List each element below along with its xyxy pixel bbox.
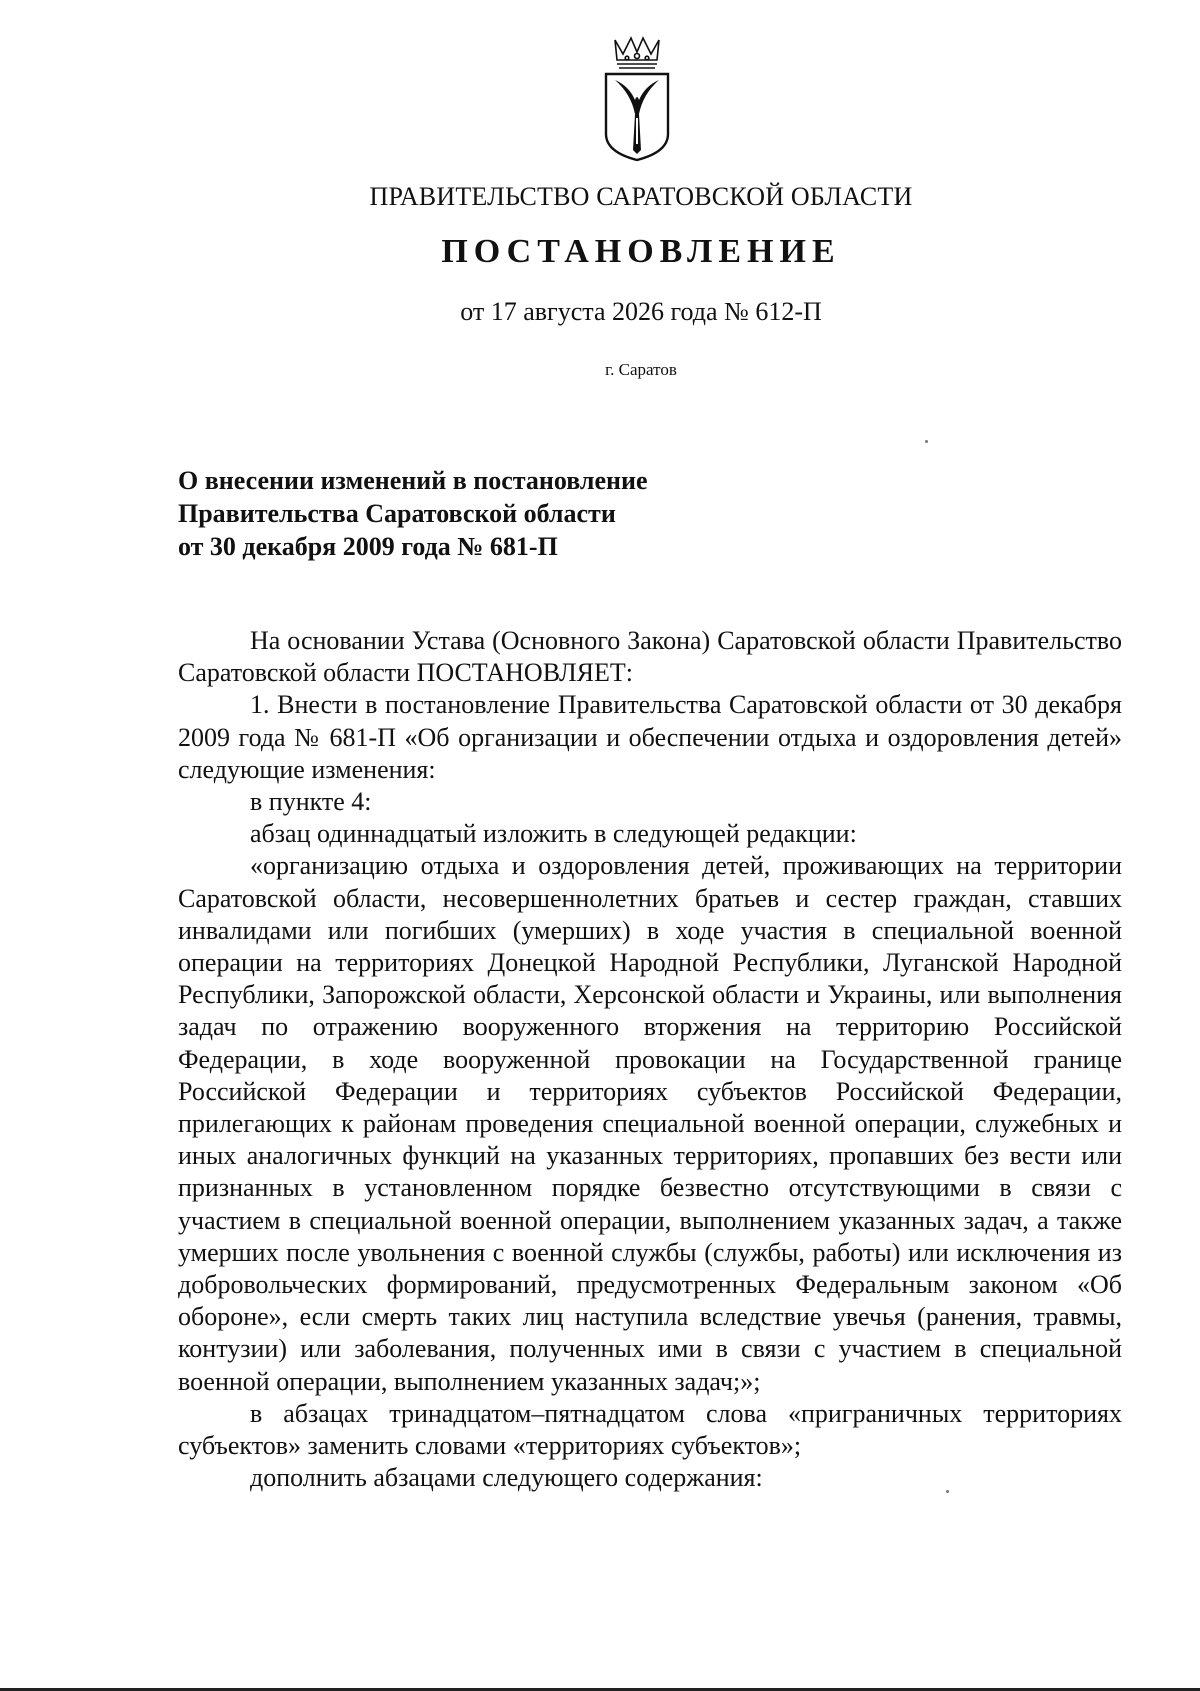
body-paragraph: На основании Устава (Основного Закона) Саратовской области Правительство Саратовской области ПОСТАНОВЛЯЕТ: — [178, 626, 1122, 688]
coat-of-arms-icon — [601, 34, 673, 162]
document-subject — [178, 464, 648, 563]
body-paragraph: в абзацах тринадцатом–пятнадцатом слова «приграничных территориях субъектов» заменить словами «территориях субъектов»; — [178, 1398, 1122, 1461]
document-body — [178, 625, 1122, 1494]
subject-line: О внесении изменений в постановление — [178, 466, 648, 495]
scan-speck — [925, 440, 928, 443]
document-city: г. Саратов — [605, 360, 677, 379]
government-name: ПРАВИТЕЛЬСТВО САРАТОВСКОЙ ОБЛАСТИ — [369, 182, 913, 211]
body-paragraph: в пункте 4: — [250, 787, 372, 817]
body-paragraph: «организацию отдыха и оздоровления детей, проживающих на территории Саратовской области, несовершеннолетних братьев и сестер граждан, ставших инвалидами или погибших (умерших) в ходе участия в специальной военной операции на территориях Донецкой Народной Республики, Луганской Народной Республики, Запорожской области, Херсонской области и Украины, или выполнения задач по отражению вооруженного вторжения на территорию Российской Федерации, в ходе вооруженной провокации на Государственной границе Российской Федерации и территориях субъектов Российской Федерации, прилегающих к районам проведения специальной военной операции, служебных и иных аналогичных функций на указанных территориях, пропавших без вести или признанных в установленном порядке безвестно отсутствующими в связи с участием в специальной военной операции, выполнением указанных задач, а также умерших после увольнения с военной службы (службы, работы) или исключения из добровольческих формирований, предусмотренных Федеральным законом «Об обороне», если смерть таких лиц наступила вследствие увечья (ранения, травмы, контузии) или заболевания, полученных ими в связи с участием в специальной военной операции, выполнением указанных задач;»; — [178, 851, 1122, 1396]
document-date-number: от 17 августа 2026 года № 612-П — [460, 297, 822, 326]
body-paragraph: дополнить абзацами следующего содержания: — [250, 1463, 763, 1493]
body-paragraph: абзац одиннадцатый изложить в следующей редакции: — [250, 819, 857, 849]
document-type: ПОСТАНОВЛЕНИЕ — [441, 233, 841, 270]
subject-line: Правительства Саратовской области — [178, 499, 616, 528]
body-paragraph: 1. Внести в постановление Правительства Саратовской области от 30 декабря 2009 года № 681-П «Об организации и обеспечении отдыха и оздоровления детей» следующие изменения: — [178, 690, 1122, 784]
subject-line: от 30 декабря 2009 года № 681-П — [178, 532, 558, 561]
scan-speck — [946, 1490, 949, 1493]
